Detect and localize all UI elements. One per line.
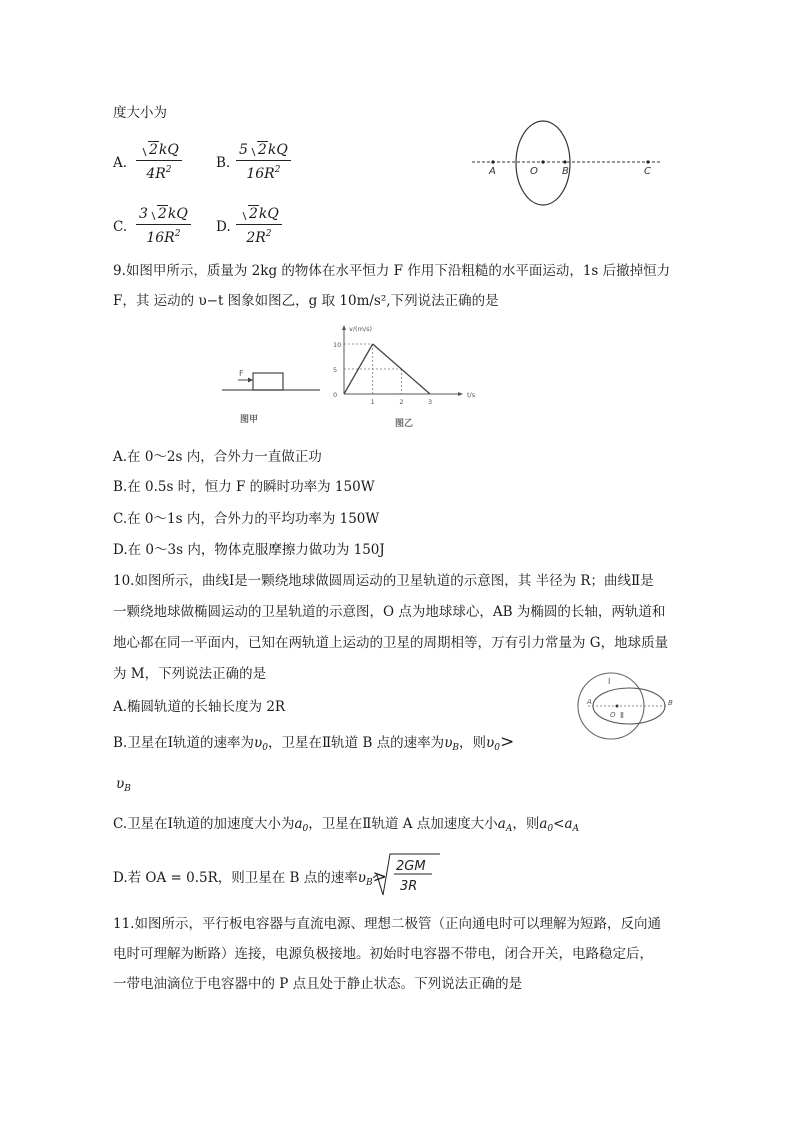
q8-point-a-dot <box>491 160 494 163</box>
q9-xtick-label: 3 <box>428 398 433 406</box>
q9-vt-graph <box>320 322 490 434</box>
q8-option-c-radicand: 2 <box>157 206 167 222</box>
q10-option-b-vb-wrap: $\upsilon_B$ <box>116 776 131 794</box>
q9-x-axis-label: t/s <box>467 391 476 399</box>
q8-option-b-num-tail: kQ <box>267 142 288 158</box>
q8-option-d-radicand: 2 <box>249 206 258 222</box>
q8-ring-figure <box>470 118 670 208</box>
q10-option-c-aa: $a_A$ <box>497 816 513 834</box>
q10-earth-center-dot <box>616 705 619 708</box>
q10-option-c-pre: C.卫星在Ⅰ轨道的加速度大小为 <box>113 816 295 832</box>
q8-option-d-fraction <box>236 205 282 247</box>
q9-fig-yi-caption: 图乙 <box>395 419 414 429</box>
q10-option-b-post: ，则 <box>459 735 487 751</box>
q8-option-c-fraction <box>136 205 191 247</box>
q8-option-a-label: A. <box>113 155 128 171</box>
q8-option-c-den-exp: 2 <box>174 229 181 239</box>
q9-y-axis-label: v/(m/s) <box>349 325 373 333</box>
q8-option-a-num-tail: kQ <box>158 142 179 158</box>
q10-option-b-v0: $\upsilon_0$ <box>254 735 268 753</box>
q9-stem-line-2: F，其 运动的 υ−t 图象如图乙，g 取 10m/s²,下列说法正确的是 <box>113 293 499 309</box>
q10-option-d-vb: $\upsilon_B$ <box>357 870 373 888</box>
q8-point-o-dot <box>541 160 544 163</box>
q8-option-b-fraction <box>236 141 291 183</box>
q8-point-o-label: O <box>530 166 538 177</box>
q10-label-orbit-i: Ⅰ <box>608 677 611 686</box>
q9-option-b: B.在 0.5s 时，恒力 F 的瞬时功率为 150W <box>113 479 375 495</box>
q8-option-c-num-tail: kQ <box>167 206 188 222</box>
q11-stem-line-1: 11.如图所示，平行板电容器与直流电源、理想二极管（正向通电时可以理解为短路，反向通 <box>113 916 661 932</box>
q10-option-b-mid: ，卫星在Ⅱ轨道 B 点的速率为 <box>268 735 445 751</box>
q11-stem-line-2: 电时可理解为断路）连接，电源负极接地。初始时电容器不带电，闭合开关，电路稳定后， <box>113 946 653 962</box>
q8-point-c-label: C <box>644 166 651 177</box>
q8-point-c-dot <box>646 160 649 163</box>
q10-label-orbit-ii: Ⅱ <box>620 711 624 720</box>
q8-option-c-coef: 3 <box>139 206 148 222</box>
q10-label-a: A <box>587 698 592 706</box>
q8-option-a-den: 4R <box>146 166 166 182</box>
q10-option-c-lt: < <box>553 816 565 832</box>
q10-label-o: O <box>610 711 616 719</box>
q8-point-b-label: B <box>562 166 569 177</box>
q10-option-d-sqrt <box>372 852 442 898</box>
q10-option-b-pre: B.卫星在Ⅰ轨道的速率为 <box>113 735 255 751</box>
q10-option-d <box>113 868 387 892</box>
q10-orbit-figure <box>568 670 688 750</box>
q9-option-d: D.在 0～3s 内，物体克服摩擦力做功为 150J <box>113 542 385 558</box>
q9-ytick-label: 10 <box>333 341 342 349</box>
q8-option-d-num-tail: kQ <box>258 206 279 222</box>
q10-option-a: A.椭圆轨道的长轴长度为 2R <box>113 699 286 715</box>
q9-ytick-label: 5 <box>333 366 338 374</box>
q10-option-d-pre: D.若 OA = 0.5R，则卫星在 B 点的速率 <box>113 870 358 886</box>
q9-x-axis-arrow <box>458 392 463 396</box>
q9-force-label: F <box>239 369 244 378</box>
q9-fig-jia-caption: 图甲 <box>240 415 259 425</box>
q10-option-c-aa-compare: $a_A$ <box>564 816 580 834</box>
q9-y-axis-arrow <box>342 325 346 330</box>
q9-force-arrowhead <box>248 378 253 383</box>
q8-option-c-label: C. <box>113 219 128 235</box>
q10-option-c-mid: ，卫星在Ⅱ轨道 A 点加速度大小 <box>308 816 498 832</box>
q8-tail-text: 度大小为 <box>113 105 167 121</box>
q8-option-d-den-exp: 2 <box>265 229 272 239</box>
q9-option-c: C.在 0～1s 内，合外力的平均功率为 150W <box>113 511 380 527</box>
q10-option-c <box>113 815 579 838</box>
q10-label-b: B <box>668 699 673 707</box>
q8-option-b-radicand: 2 <box>257 142 267 158</box>
q9-option-a: A.在 0～2s 内，合外力一直做正功 <box>113 449 322 465</box>
q8-option-b-label: B. <box>216 155 231 171</box>
q10-stem-line-3: 地心都在同一平面内，已知在两轨道上运动的卫星的周期相等，万有引力常量为 G，地球质量 <box>113 635 669 651</box>
q9-ytick-label: 0 <box>333 391 338 399</box>
q9-xtick-label: 2 <box>399 398 404 406</box>
q10-option-c-a0: $a_0$ <box>294 816 309 834</box>
q10-stem-line-1: 10.如图所示，曲线Ⅰ是一颗绕地球做圆周运动的卫星轨道的示意图，其 半径为 R；曲线Ⅱ是 <box>113 573 654 589</box>
q9-block <box>253 373 283 390</box>
q8-option-d-den: 2R <box>246 230 266 246</box>
q10-option-d-denominator: 3R <box>400 879 418 894</box>
q10-option-d-numerator: 2GM <box>396 859 426 874</box>
q10-option-c-a0-compare: $a_0$ <box>539 816 554 834</box>
q9-stem-line-1: 9.如图甲所示，质量为 2kg 的物体在水平恒力 F 作用下沿粗糙的水平面运动，1s 后撤掉恒力 <box>113 263 671 279</box>
q10-stem-line-2: 一颗绕地球做椭圆运动的卫星轨道的示意图，O 点为地球球心，AB 为椭圆的长轴，两轨道和 <box>113 604 666 620</box>
q10-option-b-gt: > <box>499 732 515 752</box>
q8-option-b-coef: 5 <box>239 142 248 158</box>
q8-point-b-dot <box>563 160 566 163</box>
q10-option-d-gt: > <box>372 867 387 887</box>
q8-point-a-label: A <box>489 166 496 177</box>
q11-stem-line-3: 一带电油滴位于电容器中的 P 点且处于静止状态。下列说法正确的是 <box>113 976 523 992</box>
q8-option-a-den-exp: 2 <box>165 165 172 175</box>
q8-option-a-fraction <box>136 141 182 183</box>
q10-option-c-post: ，则 <box>512 816 540 832</box>
q10-option-b-v0-compare: $\upsilon_0$ <box>486 735 500 753</box>
q8-option-b-den: 16R <box>246 166 275 182</box>
q8-option-d-label: D. <box>216 219 231 235</box>
q9-xtick-label: 1 <box>370 398 375 406</box>
q9-figure-jia <box>220 360 330 430</box>
q10-stem-line-4: 为 M，下列说法正确的是 <box>113 666 267 682</box>
q8-option-a-radicand: 2 <box>149 142 158 158</box>
q10-orbit-i-circle <box>578 673 644 739</box>
q8-option-b-den-exp: 2 <box>274 165 281 175</box>
q8-option-c-den: 16R <box>146 230 175 246</box>
q10-option-b <box>113 733 514 757</box>
q10-option-b-vb: $\upsilon_B$ <box>444 735 460 753</box>
